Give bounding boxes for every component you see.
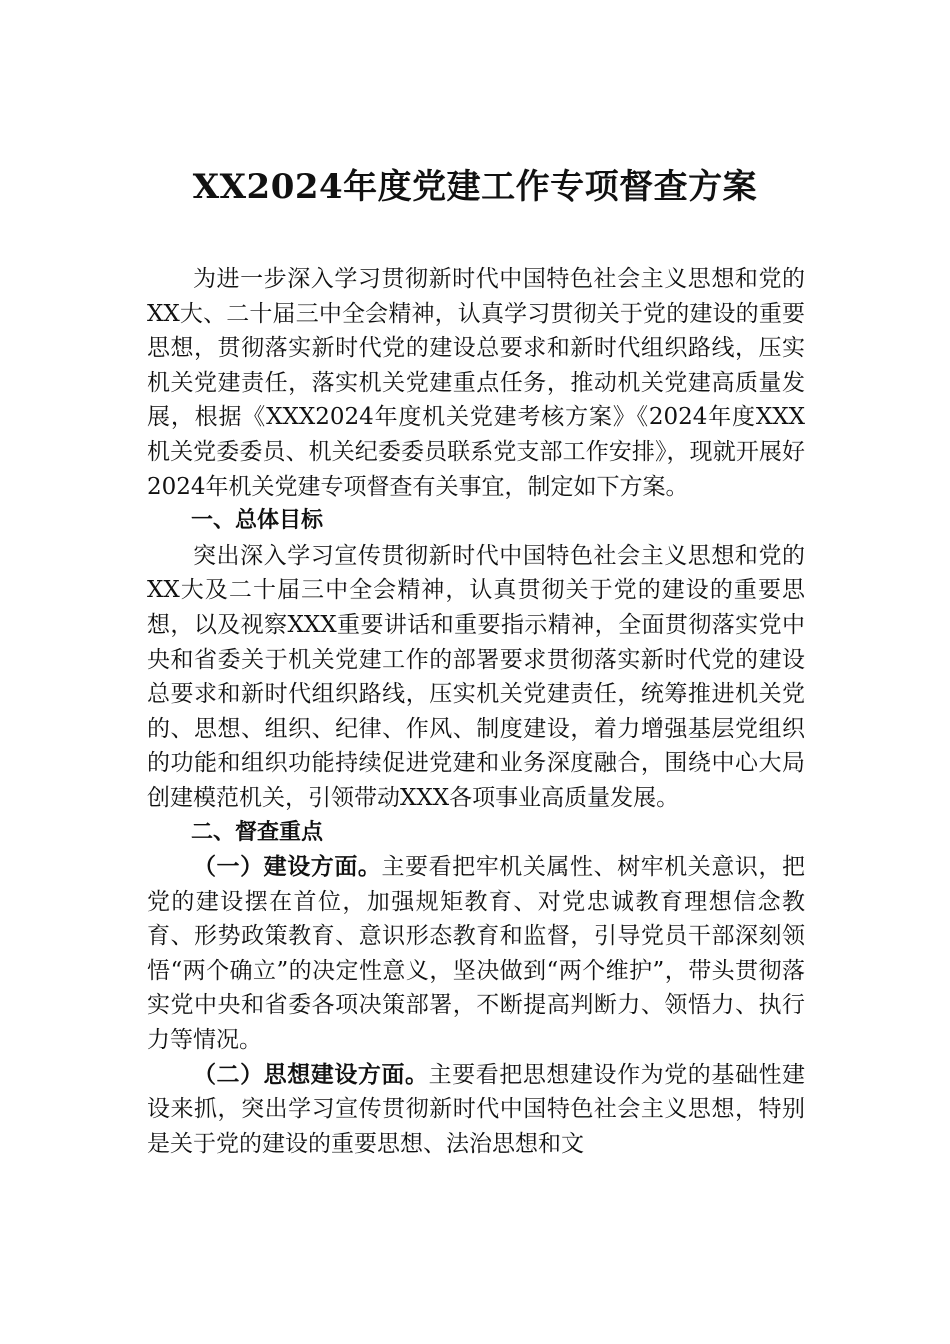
inspection-item-1-label: （一）建设方面。 [193,853,382,881]
section-heading-inspection-focus: 二、督查重点 [191,819,324,845]
inspection-item-2-text: 主要看把思想建设作为党的基础性建设来抓，突出学习宣传贯彻新时代中国特色社会主义思想，特别是关于党的建设的重要思想、法治思想和文 [147,1061,806,1157]
document-body [147,262,805,1161]
overall-goal-paragraph: 突出深入学习宣传贯彻新时代中国特色社会主义思想和党的XX大及二十届三中全会精神，认真贯彻关于党的建设的重要思想，以及视察XXX重要讲话和重要指示精神，全面贯彻落实党中央和省委关于机关党建工作的部署要求贯彻落实新时代党的建设总要求和新时代组织路线，压实机关党建责任，统筹推进机关党的、思想、组织、纪律、作风、制度建设，着力增强基层党组织的功能和组织功能持续促进党建和业务深度融合，围绕中心大局创建模范机关，引领带动XXX各项事业高质量发展。 [147,542,805,811]
inspection-item-2-label: （二）思想建设方面。 [193,1060,429,1088]
intro-paragraph: 为进一步深入学习贯彻新时代中国特色社会主义思想和党的XX大、二十届三中全会精神，认真学习贯彻关于党的建设的重要思想，贯彻落实新时代党的建设总要求和新时代组织路线，压实机关党建责任，落实机关党建重点任务，推动机关党建高质量发展，根据《XXX2024年度机关党建考核方案》《2024年度XXX机关党委委员、机关纪委委员联系党支部工作安排》，现就开展好2024年机关党建专项督查有关事宜，制定如下方案。 [147,266,805,500]
document-title: XX2024年度党建工作专项督查方案 [192,167,758,207]
inspection-item-1-text: 主要看把牢机关属性、树牢机关意识，把党的建设摆在首位，加强规矩教育、对党忠诚教育理想信念教育、形势政策教育、意识形态教育和监督，引导党员干部深刻领悟“两个确立”的决定性意义，坚决做到“两个维护”，带头贯彻落实党中央和省委各项决策部署，不断提高判断力、领悟力、执行力等情况。 [147,854,806,1054]
inspection-item-1 [147,850,805,1058]
section-heading-overall-goal: 一、总体目标 [191,508,324,534]
inspection-item-2 [147,1058,805,1162]
